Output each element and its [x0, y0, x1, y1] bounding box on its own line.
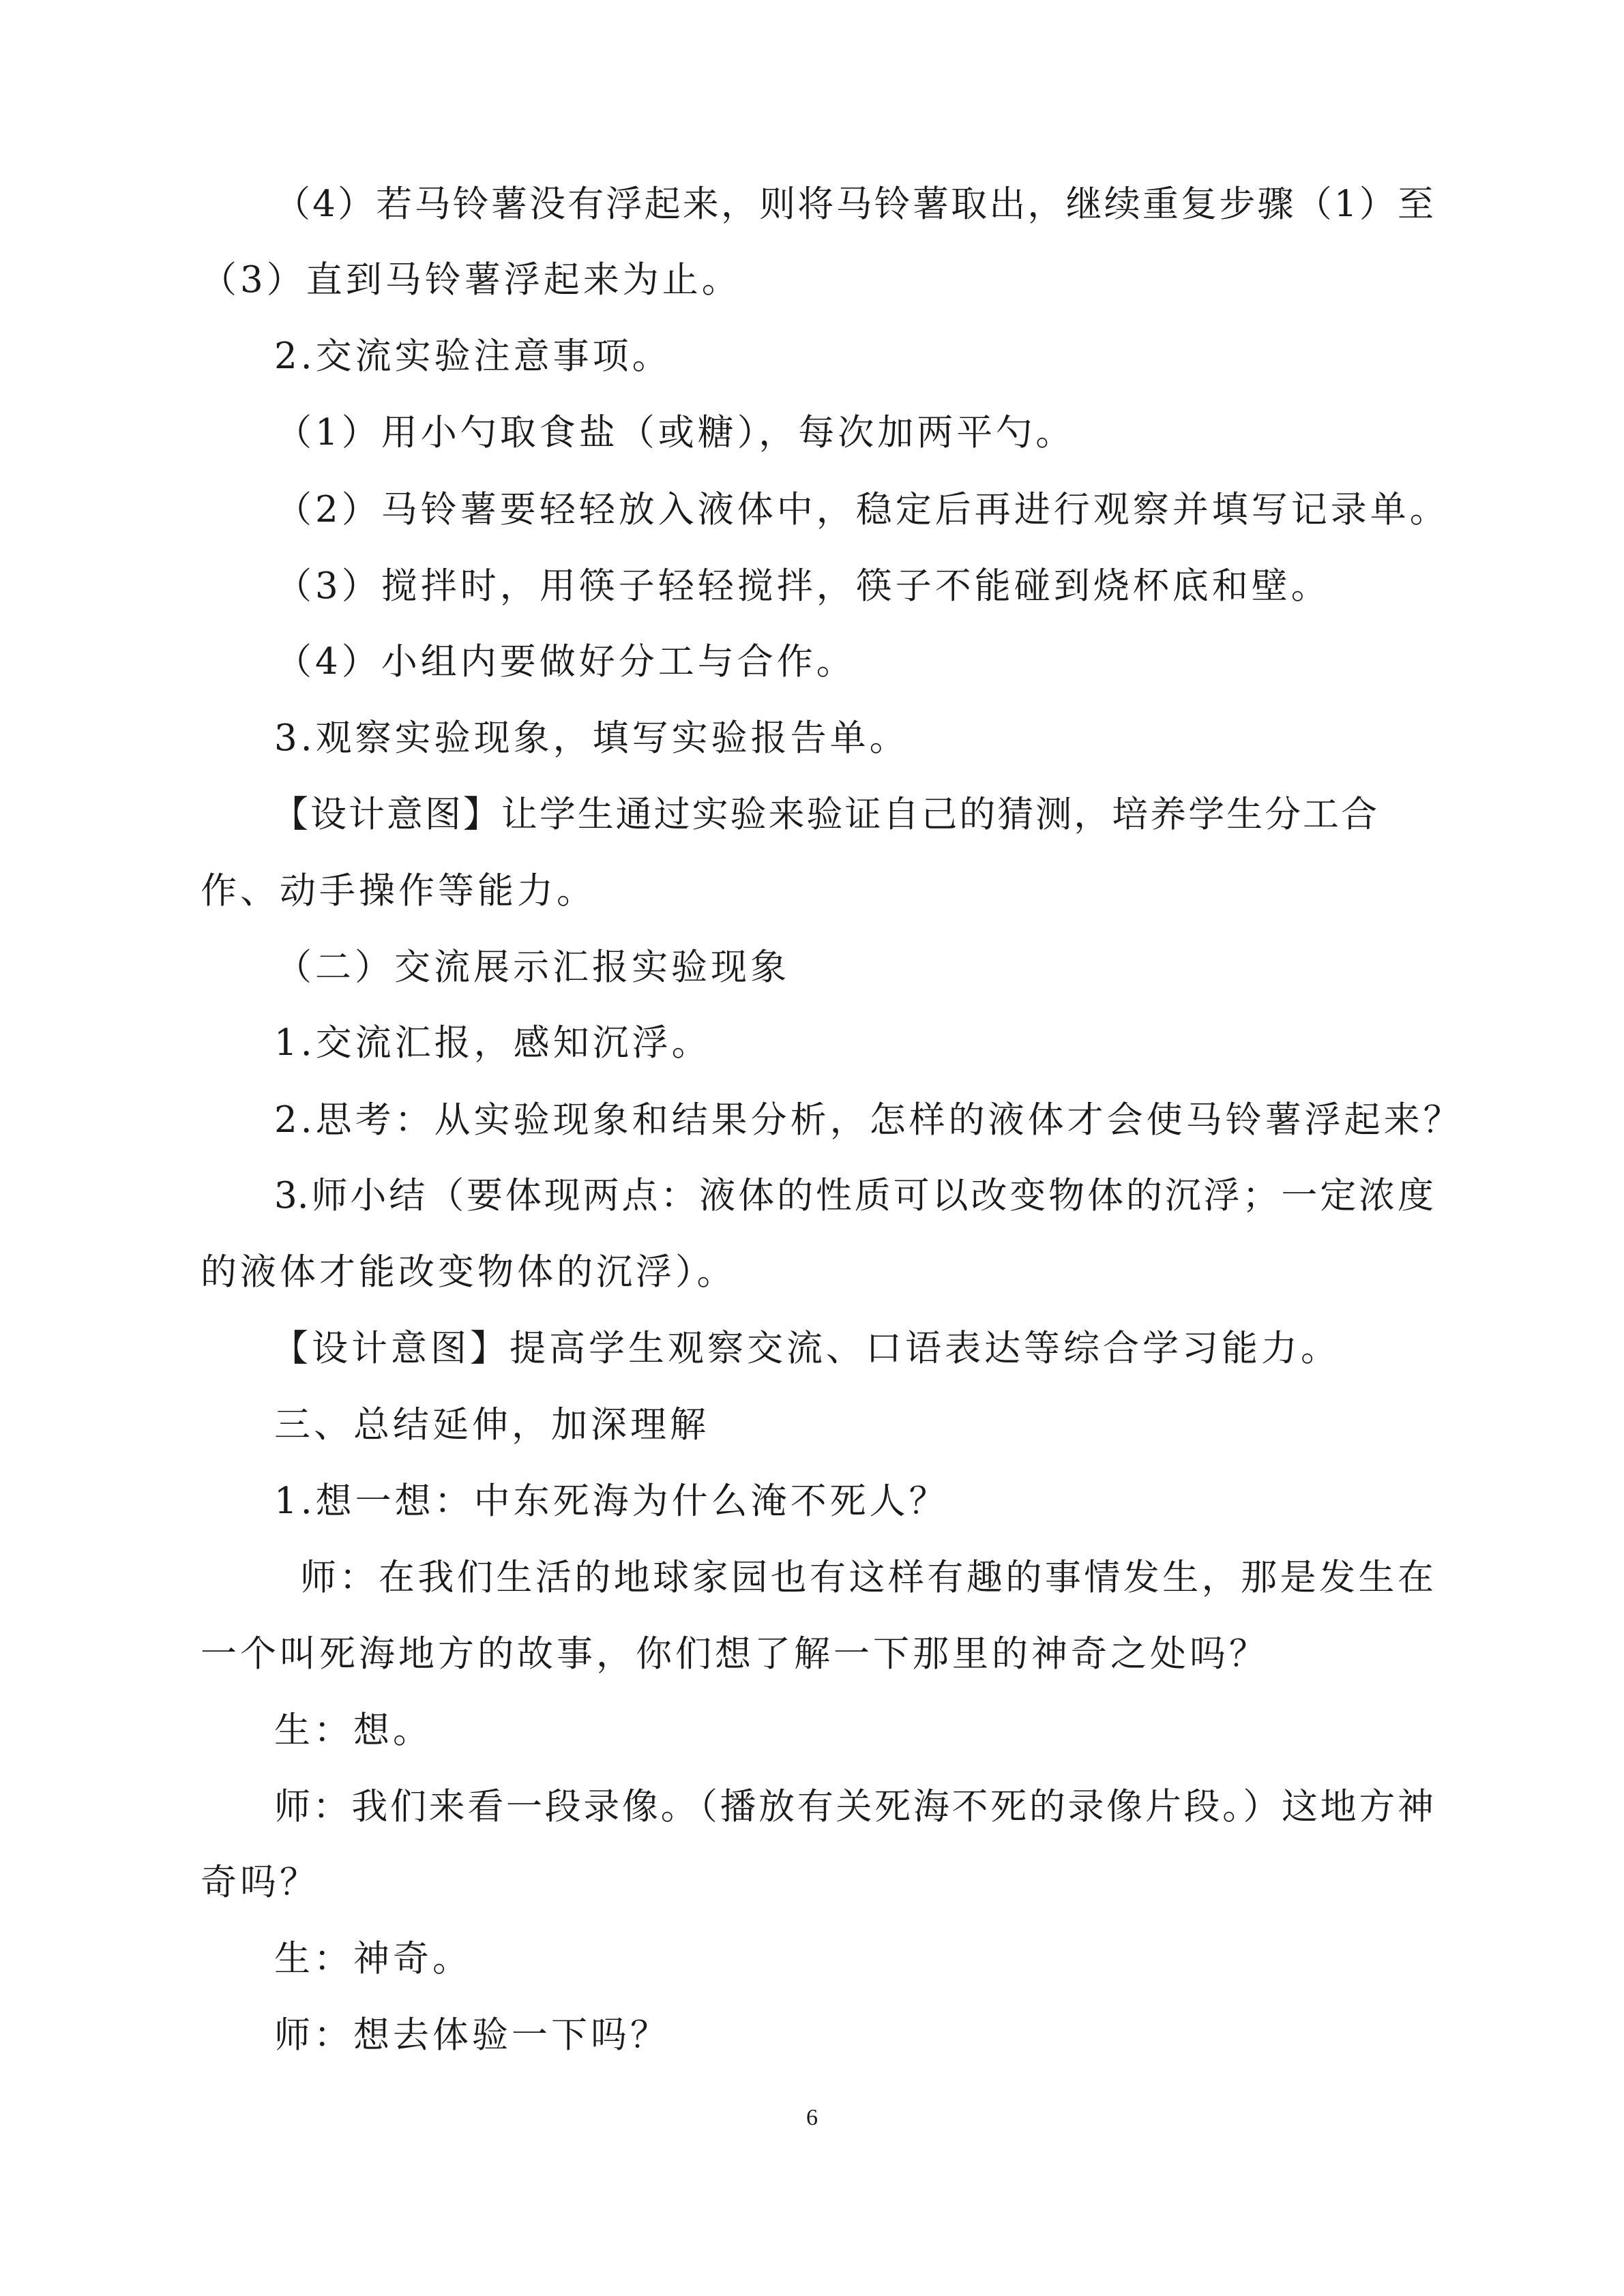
section-heading: （二）交流展示汇报实验现象: [276, 946, 790, 988]
paragraph-line: 1.交流汇报，感知沉浮。: [274, 1022, 711, 1064]
paragraph-line: 3.师小结（要体现两点：液体的性质可以改变物体的沉浮；一定浓度: [274, 1175, 1434, 1217]
list-item: （1）用小勺取食盐（或糖），每次加两平勺。: [276, 412, 1076, 453]
paragraph-line: 1.想一想：中东死海为什么淹不死人？: [274, 1480, 949, 1522]
dialogue-line: 生：神奇。: [274, 1938, 472, 1980]
section-heading: 3.观察实验现象，填写实验报告单。: [274, 717, 909, 759]
dialogue-line: 师：想去体验一下吗？: [274, 2014, 670, 2056]
paragraph-line: （3）直到马铃薯浮起来为止。: [201, 259, 741, 301]
dialogue-line: 一个叫死海地方的故事，你们想了解一下那里的神奇之处吗？: [201, 1633, 1269, 1675]
dialogue-line: 师：我们来看一段录像。（播放有关死海不死的录像片段。）这地方神: [274, 1786, 1434, 1828]
design-intent-line: 【设计意图】提高学生观察交流、口语表达等综合学习能力。: [272, 1328, 1340, 1369]
list-item: （4）小组内要做好分工与合作。: [276, 641, 856, 683]
page-number: 6: [806, 2105, 818, 2130]
dialogue-line: 奇吗？: [201, 1862, 319, 1903]
section-heading: 2.交流实验注意事项。: [274, 336, 672, 377]
list-item: （3）搅拌时，用筷子轻轻搅拌，筷子不能碰到烧杯底和壁。: [276, 565, 1331, 607]
paragraph-line: （4）若马铃薯没有浮起来，则将马铃薯取出，继续重复步骤（1）至: [274, 183, 1434, 225]
design-intent-line: 作、动手操作等能力。: [201, 870, 596, 912]
paragraph-line: 的液体才能改变物体的沉浮）。: [201, 1251, 737, 1293]
paragraph-line: 2.思考：从实验现象和结果分析，怎样的液体才会使马铃薯浮起来？: [274, 1099, 1463, 1141]
list-item: （2）马铃薯要轻轻放入液体中，稳定后再进行观察并填写记录单。: [276, 489, 1449, 531]
dialogue-line: 师：在我们生活的地球家园也有这样有趣的事情发生，那是发生在: [300, 1557, 1434, 1598]
dialogue-line: 生：想。: [274, 1710, 432, 1751]
design-intent-line: 【设计意图】让学生通过实验来验证自己的猜测，培养学生分工合: [272, 794, 1377, 835]
section-heading: 三、总结延伸，加深理解: [274, 1404, 709, 1446]
